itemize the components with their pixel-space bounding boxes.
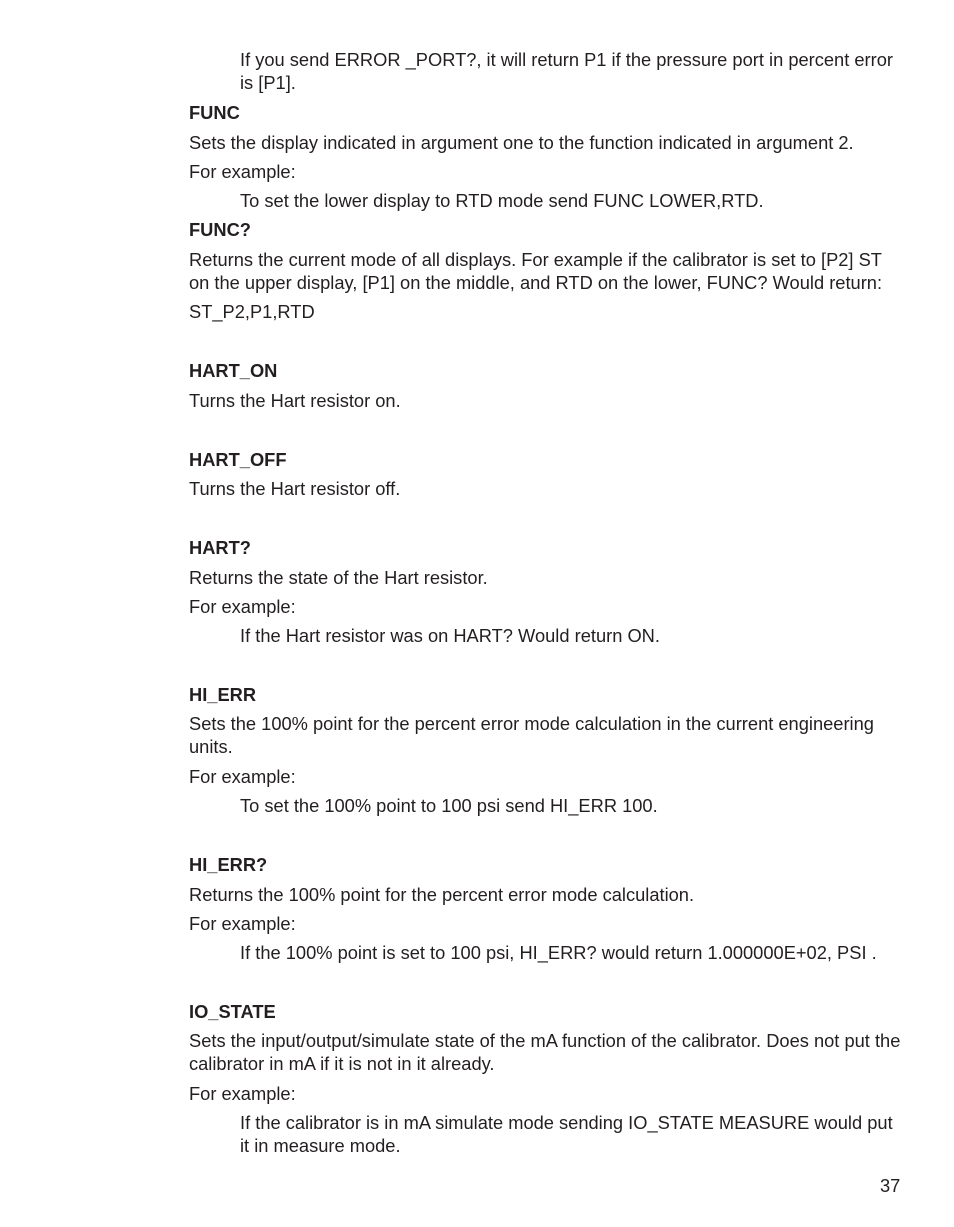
for-example-label: For example: [189, 766, 296, 787]
command-example: If the calibrator is in mA simulate mode sending IO_STATE MEASURE would put it in measure mode. [240, 1112, 893, 1156]
intro-text: If you send ERROR _PORT?, it will return P1 if the pressure port in percent error is [P1]. [240, 49, 893, 93]
command-heading-hart-on: HART_ON [189, 360, 278, 381]
command-example: If the Hart resistor was on HART? Would return ON. [240, 625, 660, 646]
document-body [189, 48, 904, 1157]
command-heading-io-state: IO_STATE [189, 1001, 276, 1022]
command-heading-func-query: FUNC? [189, 219, 251, 240]
for-example-label: For example: [189, 596, 296, 617]
for-example-label: For example: [189, 913, 296, 934]
section-hi-err [189, 683, 904, 817]
command-example: To set the 100% point to 100 psi send HI_ERR 100. [240, 795, 658, 816]
section-func-query [189, 218, 904, 323]
section-hart-on [189, 359, 904, 412]
section-hart-query [189, 536, 904, 647]
for-example-label: For example: [189, 1083, 296, 1104]
command-result: ST_P2,P1,RTD [189, 301, 315, 322]
command-heading-hart-off: HART_OFF [189, 449, 287, 470]
command-description: Returns the current mode of all displays. For example if the calibrator is set to [P2] ST on the upper display, [P1] on the middle, and RTD on the lower, FUNC? Would return: [189, 249, 883, 293]
command-description: Returns the state of the Hart resistor. [189, 567, 488, 588]
command-heading-hart-query: HART? [189, 537, 251, 558]
section-hi-err-query [189, 853, 904, 964]
command-description: Sets the input/output/simulate state of the mA function of the calibrator. Does not put the calibrator in mA if it is not in it already. [189, 1030, 901, 1074]
command-example: To set the lower display to RTD mode send FUNC LOWER,RTD. [240, 190, 764, 211]
section-func [189, 101, 904, 212]
command-heading-hi-err: HI_ERR [189, 684, 257, 705]
section-hart-off [189, 448, 904, 500]
command-description: Sets the 100% point for the percent error mode calculation in the current engineering units. [189, 713, 874, 757]
page-number: 37 [880, 1175, 901, 1196]
command-description: Turns the Hart resistor off. [189, 478, 401, 499]
for-example-label: For example: [189, 161, 296, 182]
command-example: If the 100% point is set to 100 psi, HI_ERR? would return 1.000000E+02, PSI . [240, 942, 877, 963]
section-io-state [189, 1000, 904, 1157]
command-description: Sets the display indicated in argument one to the function indicated in argument 2. [189, 132, 854, 153]
command-description: Turns the Hart resistor on. [189, 390, 401, 411]
command-heading-func: FUNC [189, 102, 240, 123]
command-heading-hi-err-query: HI_ERR? [189, 854, 268, 875]
command-description: Returns the 100% point for the percent error mode calculation. [189, 884, 695, 905]
